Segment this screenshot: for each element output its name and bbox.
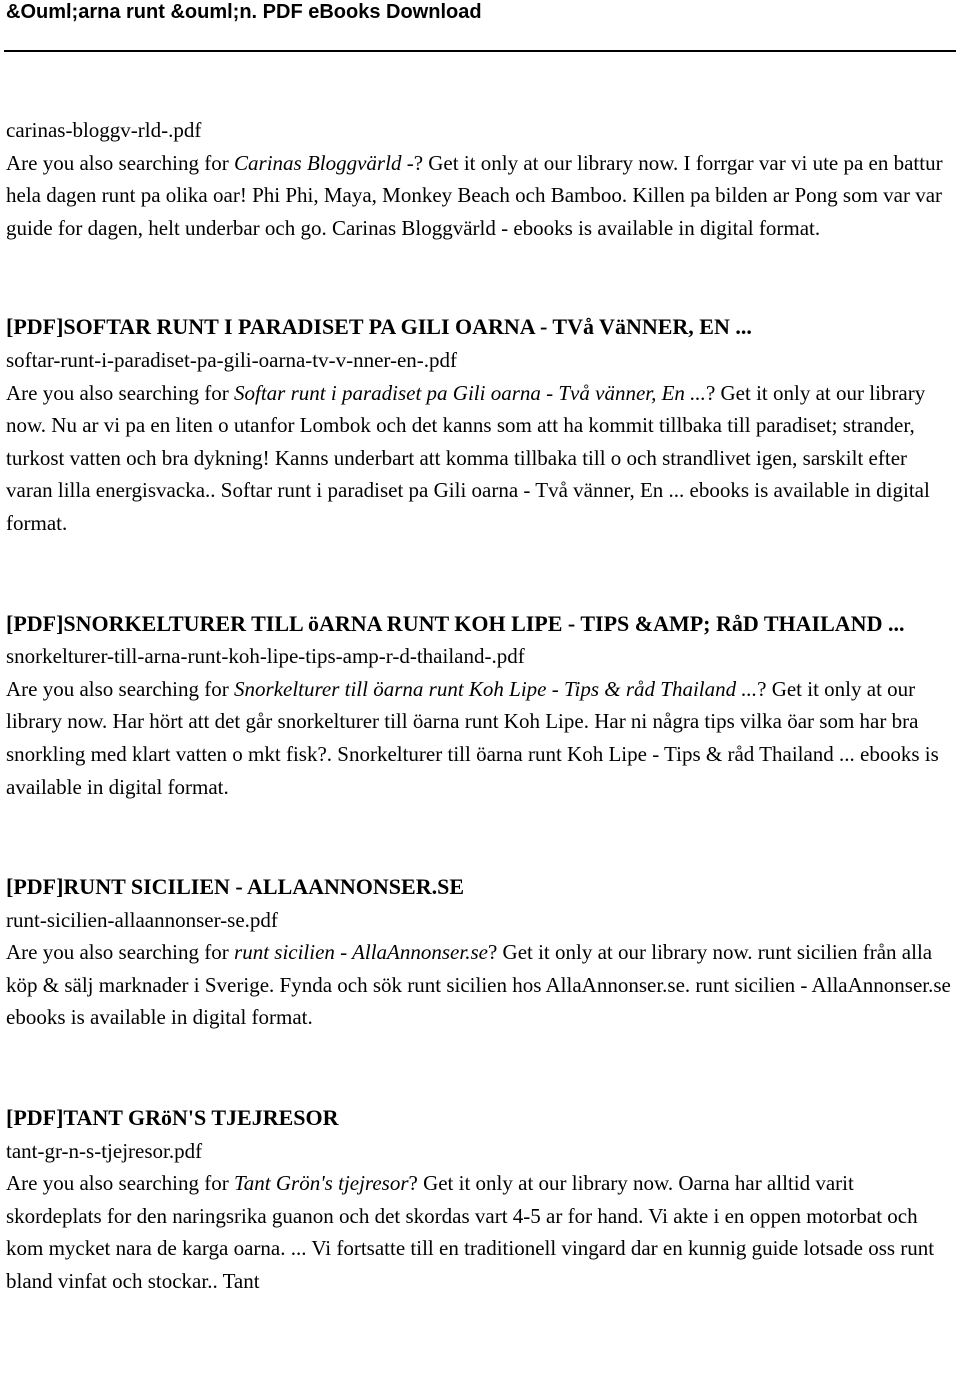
entry-intro-text: Are you also searching for [6, 1171, 235, 1196]
entry-description [6, 936, 954, 1034]
page-title: &Ouml;arna runt &ouml;n. PDF eBooks Download [6, 1, 482, 23]
entry-description-text: ? Get it only at our library now. I forrgar var vi ute pa en battur hela dagen runt pa olika oar! Phi Phi, Maya, Monkey Beach och Bamboo. Killen pa bilden ar Pong som var var guide for dagen, helt underbar och go. Carinas Bloggvärld - ebooks is available in digital format. [6, 150, 943, 240]
entry-intro-text: Are you also searching for [6, 150, 235, 175]
entry-title[interactable]: [PDF]RUNT SICILIEN - ALLAANNONSER.SE [6, 874, 465, 900]
entry-intro-text: Are you also searching for [6, 940, 235, 965]
entry-title[interactable]: [PDF]SNORKELTURER TILL öARNA RUNT KOH LIPE - TIPS &AMP; RåD THAILAND ... [6, 610, 905, 636]
entry-description [6, 147, 954, 245]
entry-description-text: ? Get it only at our library now. runt sicilien från alla köp & sälj marknader i Sverige. Fynda och sök runt sicilien hos AllaAnnonser.se. runt sicilien - AllaAnnonser.se ebooks is available in digital format. [6, 940, 951, 1030]
entry-book-title: Carinas Bloggvärld - [234, 150, 414, 175]
entry-description-text: ? Get it only at our library now. Nu ar vi pa en liten o utanfor Lombok och det kanns som att ha kommit tillbaka till paradiset; strander, turkost vatten och bra dykning! Kanns underbart att komma tillbaka till o och strandlivet igen, sarskilt efter varan lilla energisvacka.. Softar runt i paradiset pa Gili oarna - Två vänner, En ... ebooks is available in digital format. [6, 380, 930, 535]
entry-description [6, 1167, 954, 1297]
entry-tant-gron [6, 1102, 954, 1298]
entry-carinas [6, 114, 954, 244]
entry-filename[interactable]: carinas-bloggv-rld-.pdf [6, 118, 202, 142]
document-content [6, 114, 954, 1366]
entry-description [6, 673, 954, 803]
entry-filename[interactable]: snorkelturer-till-arna-runt-koh-lipe-tips-amp-r-d-thailand-.pdf [6, 644, 525, 669]
entry-filename[interactable]: softar-runt-i-paradiset-pa-gili-oarna-tv-v-nner-en-.pdf [6, 347, 458, 372]
entry-filename[interactable]: tant-gr-n-s-tjejresor.pdf [6, 1138, 203, 1163]
entry-intro-text: Are you also searching for [6, 676, 235, 701]
entry-softar-runt [6, 311, 954, 539]
entry-description [6, 377, 954, 540]
entry-title[interactable]: [PDF]TANT GRöN'S TJEJRESOR [6, 1105, 339, 1131]
entry-book-title: Softar runt i paradiset pa Gili oarna - Två vänner, En ... [234, 380, 706, 405]
header-divider [4, 50, 956, 52]
entry-runt-sicilien [6, 871, 954, 1034]
entry-book-title: runt sicilien - AllaAnnonser.se [234, 940, 488, 965]
entry-description-text: ? Get it only at our library now. Har hört att det går snorkelturer till öarna runt Koh Lipe. Har ni några tips vilka öar som har bra snorkling med klart vatten o mkt fisk?. Snorkelturer till öarna runt Koh Lipe - Tips & råd Thailand ... ebooks is available in digital format. [6, 676, 939, 799]
entry-book-title: Snorkelturer till öarna runt Koh Lipe - Tips & råd Thailand ... [234, 676, 758, 701]
entry-title[interactable]: [PDF]SOFTAR RUNT I PARADISET PA GILI OARNA - TVå VäNNER, EN ... [6, 314, 752, 340]
entry-description-text: ? Get it only at our library now. Oarna har alltid varit skordeplats for den naringsrika guanon och det skordas vart 4-5 ar for hand. Vi akte i en oppen motorbat och kom mycket nara de karga oarna. ... Vi fortsatte till en traditionell vingard dar en kunnig guide lotsade oss runt bland vinfat och stockar.. Tant [6, 1171, 935, 1294]
entry-intro-text: Are you also searching for [6, 380, 235, 405]
entry-filename[interactable]: runt-sicilien-allaannonser-se.pdf [6, 907, 278, 932]
entry-snorkelturer [6, 608, 954, 804]
entry-book-title: Tant Grön's tjejresor [234, 1171, 409, 1196]
